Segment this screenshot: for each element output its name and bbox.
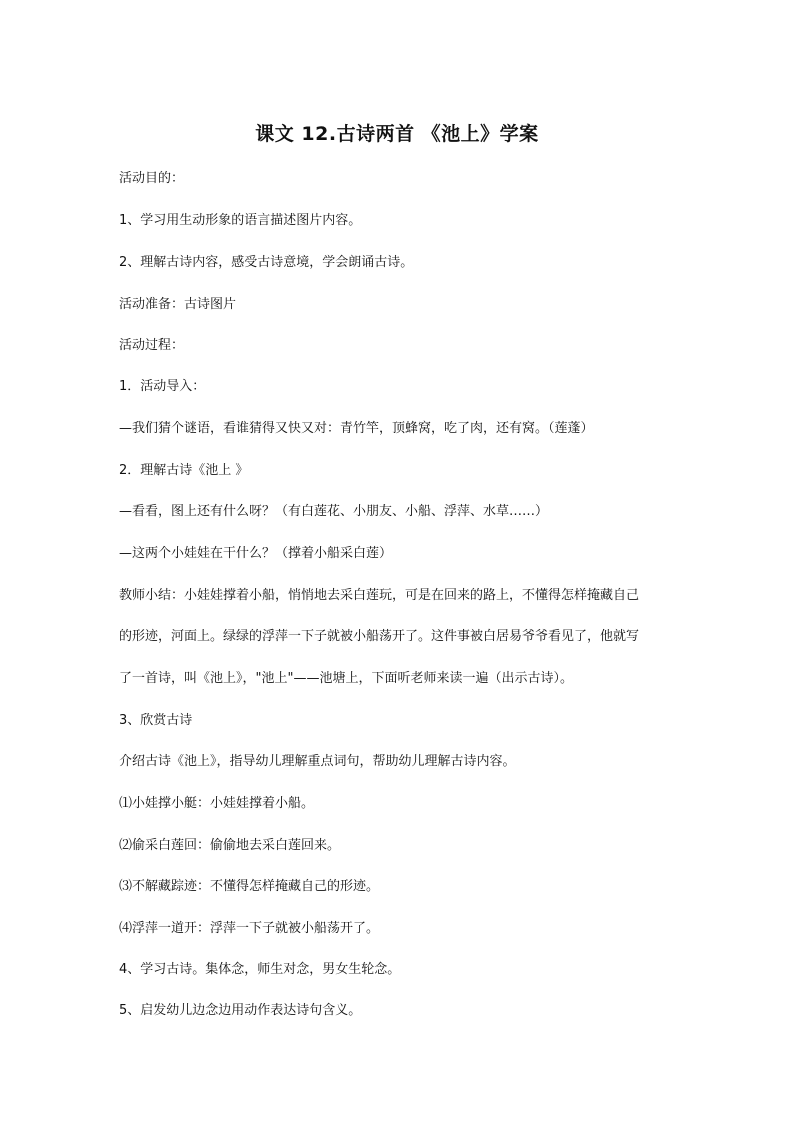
riddle-text: —我们猜个谜语，看谁猜得又快又对：青竹竿，顶蜂窝，吃了肉，还有窝。（莲蓬） [119, 421, 594, 436]
section-label-preparation: 活动准备：古诗图片 [119, 297, 237, 312]
summary-line-3: 了一首诗，叫《池上》，"池上"——池塘上，下面听老师来读一遍（出示古诗）。 [119, 671, 573, 686]
explanation-item-2: ⑵偷采白莲回：偷偷地去采白莲回来。 [119, 838, 341, 853]
summary-line-2: 的形迹，河面上。绿绿的浮萍一下子就被小船荡开了。这件事被白居易爷爷看见了，他就写 [119, 629, 640, 644]
explanation-item-4: ⑷浮萍一道开：浮萍一下子就被小船荡开了。 [119, 921, 380, 936]
intro-line: 介绍古诗《池上》，指导幼儿理解重点词句，帮助幼儿理解古诗内容。 [119, 754, 516, 769]
step-heading-5: 5、启发幼儿边念边用动作表达诗句含义。 [119, 1003, 362, 1018]
section-label-goals: 活动目的： [119, 171, 185, 186]
step-heading-3: 3、欣赏古诗 [119, 713, 193, 728]
question-line-2: —这两个小娃娃在干什么？（撑着小船采白莲） [119, 546, 393, 561]
explanation-item-1: ⑴小娃撑小艇：小娃娃撑着小船。 [119, 796, 315, 811]
goal-item-1: 1、学习用生动形象的语言描述图片内容。 [119, 213, 362, 228]
step-heading-1: 1．活动导入： [119, 379, 206, 394]
document-title: 课文 12.古诗两首 《池上》学案 [255, 123, 539, 145]
step-heading-2: 2．理解古诗《池上 》 [119, 463, 249, 478]
section-label-process: 活动过程： [119, 338, 185, 353]
step-heading-4: 4、学习古诗。集体念，师生对念，男女生轮念。 [119, 962, 401, 977]
explanation-item-3: ⑶不解藏踪迹：不懂得怎样掩藏自己的形迹。 [119, 879, 380, 894]
question-line-1: —看看，图上还有什么呀？（有白莲花、小朋友、小船、浮萍、水草……） [119, 504, 549, 519]
summary-line-1: 教师小结：小娃娃撑着小船，悄悄地去采白莲玩，可是在回来的路上，不懂得怎样掩藏自己 [119, 588, 640, 603]
goal-item-2: 2、理解古诗内容，感受古诗意境，学会朗诵古诗。 [119, 255, 414, 270]
